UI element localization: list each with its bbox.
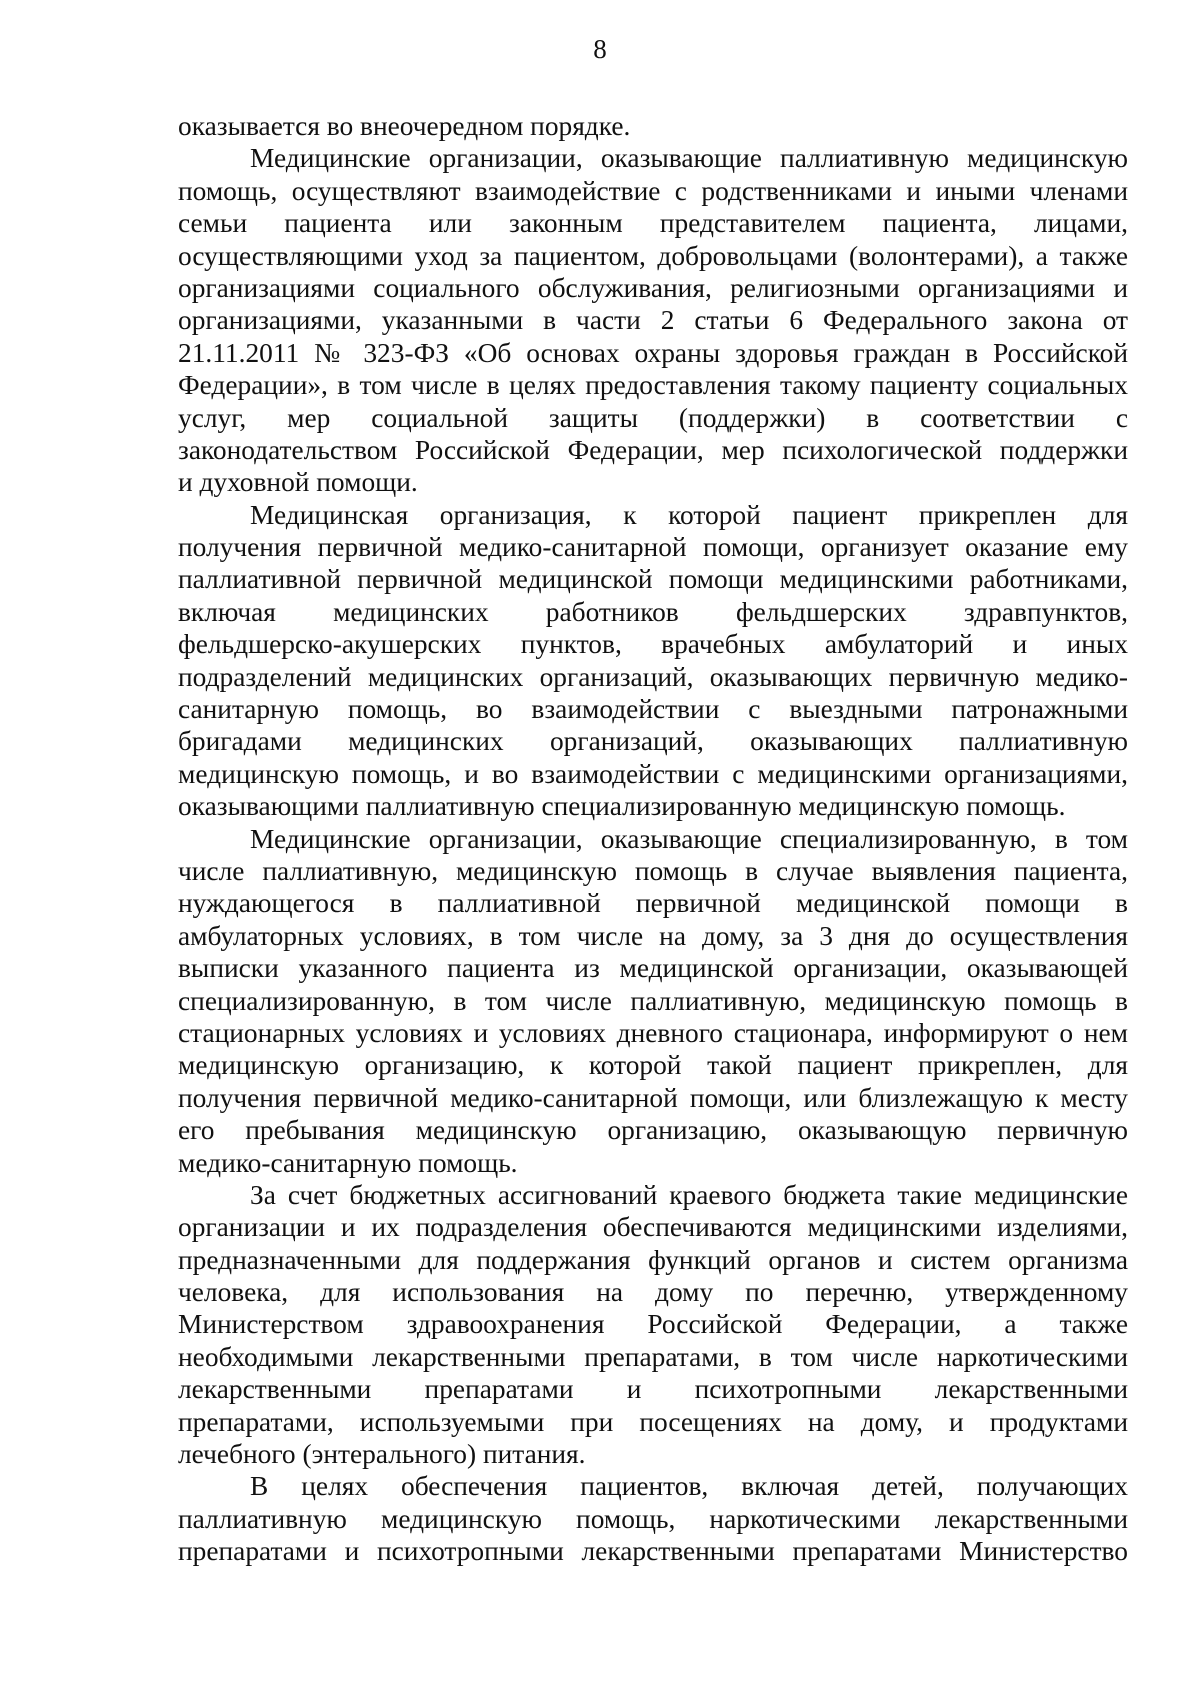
text-line: амбулаторных условиях, в том числе на дому, за 3 дня до осуществления [178,920,1128,951]
text-line: и духовной помощи. [178,467,418,498]
paragraph [178,142,1128,498]
text-line: паллиативную медицинскую помощь, наркотическими лекарственными [178,1503,1128,1534]
text-line: получения первичной медико-санитарной помощи, или близлежащую к месту [178,1082,1128,1113]
text-line: Медицинские организации, оказывающие паллиативную медицинскую [250,143,1128,174]
text-line: подразделений медицинских организаций, оказывающих первичную медико- [178,661,1128,692]
text-line: необходимыми лекарственными препаратами, в том числе наркотическими [178,1341,1128,1372]
text-line: специализированную, в том числе паллиативную, медицинскую помощь в [178,985,1128,1016]
text-line: Медицинские организации, оказывающие специализированную, в том [250,823,1128,854]
text-line: включая медицинских работников фельдшерских здравпунктов, [178,596,1128,627]
text-line: оказывающими паллиативную специализированную медицинскую помощь. [178,791,1066,822]
paragraph [178,499,1128,823]
text-line: нуждающегося в паллиативной первичной медицинской помощи в [178,888,1128,919]
text-line: организации и их подразделения обеспечиваются медицинскими изделиями, [178,1212,1128,1243]
text-line: его пребывания медицинскую организацию, оказывающую первичную [178,1115,1128,1146]
text-line: Медицинская организация, к которой пациент прикреплен для [250,499,1128,530]
text-line: За счет бюджетных ассигнований краевого бюджета такие медицинские [250,1179,1128,1210]
text-line: препаратами, используемыми при посещениях на дому, и продуктами [178,1406,1128,1437]
text-line: получения первичной медико-санитарной помощи, организует оказание ему [178,532,1128,563]
text-line: законодательством Российской Федерации, мер психологической поддержки [178,434,1128,465]
text-line: Министерством здравоохранения Российской Федерации, а также [178,1309,1128,1340]
text-line: выписки указанного пациента из медицинской организации, оказывающей [178,953,1128,984]
paragraph [178,823,1128,1179]
paragraph [178,1470,1128,1567]
text-line: числе паллиативную, медицинскую помощь в случае выявления пациента, [178,855,1128,886]
text-line: бригадами медицинских организаций, оказывающих паллиативную [178,726,1128,757]
text-line: стационарных условиях и условиях дневного стационара, информируют о нем [178,1017,1128,1048]
text-line: медицинскую помощь, и во взаимодействии с медицинскими организациями, [178,758,1128,789]
text-line: медико-санитарную помощь. [178,1147,518,1178]
text-line: услуг, мер социальной защиты (поддержки) в соответствии с [178,402,1128,433]
text-line: препаратами и психотропными лекарственными препаратами Министерство [178,1536,1128,1567]
text-line: осуществляющими уход за пациентом, добровольцами (волонтерами), а также [178,240,1128,271]
text-line: организациями, указанными в части 2 статьи 6 Федерального закона от [178,305,1128,336]
text-line: лечебного (энтерального) питания. [178,1439,586,1470]
paragraph [178,1179,1128,1471]
text-line: медицинскую организацию, к которой такой пациент прикреплен, для [178,1050,1128,1081]
text-line: помощь, осуществляют взаимодействие с родственниками и иными членами [178,175,1128,206]
paragraph [178,110,1128,142]
text-line: 21.11.2011 № 323-ФЗ «Об основах охраны здоровья граждан в Российской [178,337,1128,368]
text-line: санитарную помощь, во взаимодействии с выездными патронажными [178,694,1128,725]
text-line: предназначенными для поддержания функций органов и систем организма [178,1244,1128,1275]
page-number: 8 [593,34,607,64]
text-line: фельдшерско-акушерских пунктов, врачебных амбулаторий и иных [178,629,1128,660]
text-line: семьи пациента или законным представителем пациента, лицами, [178,208,1128,239]
text-line: Федерации», в том числе в целях предоставления такому пациенту социальных [178,370,1128,401]
document-body [178,110,1128,1568]
text-line: В целях обеспечения пациентов, включая детей, получающих [250,1471,1128,1502]
text-line: оказывается во внеочередном порядке. [178,111,631,141]
text-line: лекарственными препаратами и психотропными лекарственными [178,1374,1128,1405]
text-line: организациями социального обслуживания, религиозными организациями и [178,272,1128,303]
text-line: паллиативной первичной медицинской помощи медицинскими работниками, [178,564,1128,595]
text-line: человека, для использования на дому по перечню, утвержденному [178,1277,1128,1308]
